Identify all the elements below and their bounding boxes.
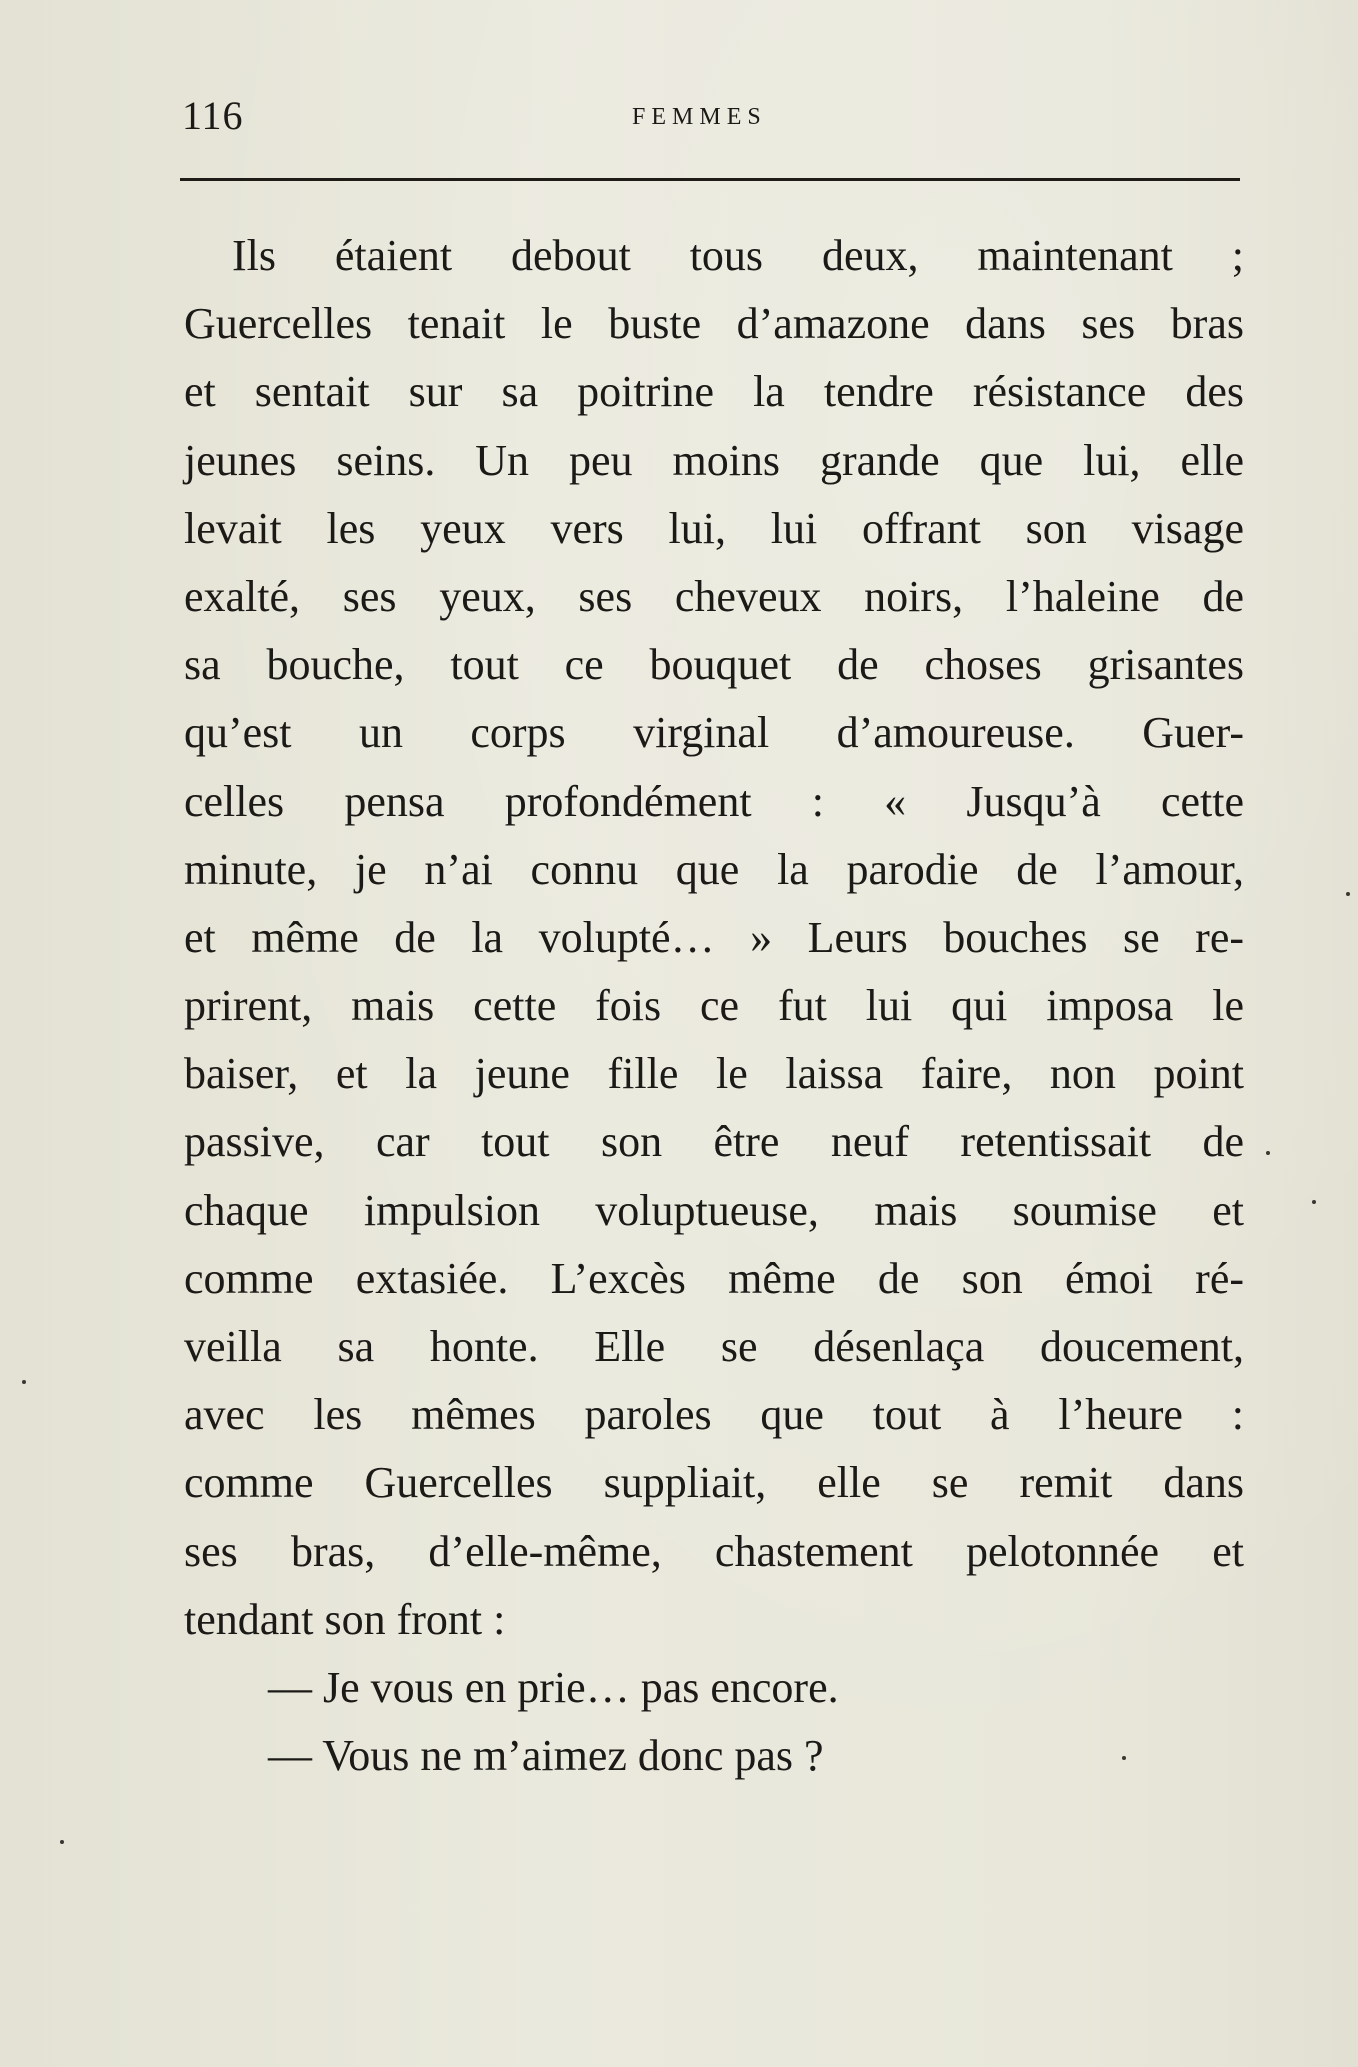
- text-line: baiser, et la jeune fille le laissa faire, non point: [184, 1049, 1244, 1099]
- text-line: exalté, ses yeux, ses cheveux noirs, l’haleine de: [184, 571, 1244, 621]
- page-number: 116: [182, 93, 244, 138]
- text-line: chaque impulsion voluptueuse, mais soumise et: [184, 1185, 1244, 1235]
- dialogue-line: — Je vous en prie… pas encore.: [268, 1662, 839, 1712]
- paper-speck: [1346, 892, 1350, 896]
- text-line: levait les yeux vers lui, lui offrant son visage: [184, 503, 1244, 553]
- text-line: avec les mêmes paroles que tout à l’heure :: [184, 1390, 1244, 1440]
- text-line: minute, je n’ai connu que la parodie de l’amour,: [184, 844, 1244, 894]
- text-line: comme Guercelles suppliait, elle se remit dans: [184, 1458, 1244, 1508]
- running-head: [182, 92, 1242, 142]
- text-line: tendant son front :: [184, 1594, 506, 1644]
- running-title: FEMMES: [632, 104, 767, 130]
- text-line: Guercelles tenait le buste d’amazone dans ses bras: [184, 299, 1244, 349]
- text-line: et sentait sur sa poitrine la tendre résistance des: [184, 367, 1244, 417]
- text-line: ses bras, d’elle-même, chastement pelotonnée et: [184, 1526, 1244, 1576]
- text-line: prirent, mais cette fois ce fut lui qui imposa le: [184, 981, 1244, 1031]
- paper-speck: [1122, 1756, 1126, 1760]
- paper-speck: [60, 1840, 64, 1844]
- text-line: veilla sa honte. Elle se désenlaça doucement,: [184, 1322, 1244, 1371]
- text-line: comme extasiée. L’excès même de son émoi ré-: [184, 1253, 1244, 1303]
- text-line: qu’est un corps virginal d’amoureuse. Guer-: [184, 708, 1244, 758]
- text-line: celles pensa profondément : « Jusqu’à cette: [184, 776, 1244, 826]
- text-line: sa bouche, tout ce bouquet de choses grisantes: [184, 640, 1244, 690]
- text-line: Ils étaient debout tous deux, maintenant ;: [232, 231, 1244, 280]
- body-text: [184, 222, 1244, 1790]
- text-line: et même de la volupté… » Leurs bouches se re-: [184, 912, 1244, 962]
- dialogue-line: — Vous ne m’aimez donc pas ?: [268, 1731, 824, 1781]
- text-line: jeunes seins. Un peu moins grande que lui, elle: [184, 435, 1244, 485]
- paper-speck: [22, 1380, 26, 1384]
- text-line: passive, car tout son être neuf retentissait de: [184, 1117, 1244, 1167]
- header-rule: [180, 178, 1240, 181]
- paper-speck: [1266, 1151, 1270, 1155]
- paper-speck: [1312, 1200, 1316, 1204]
